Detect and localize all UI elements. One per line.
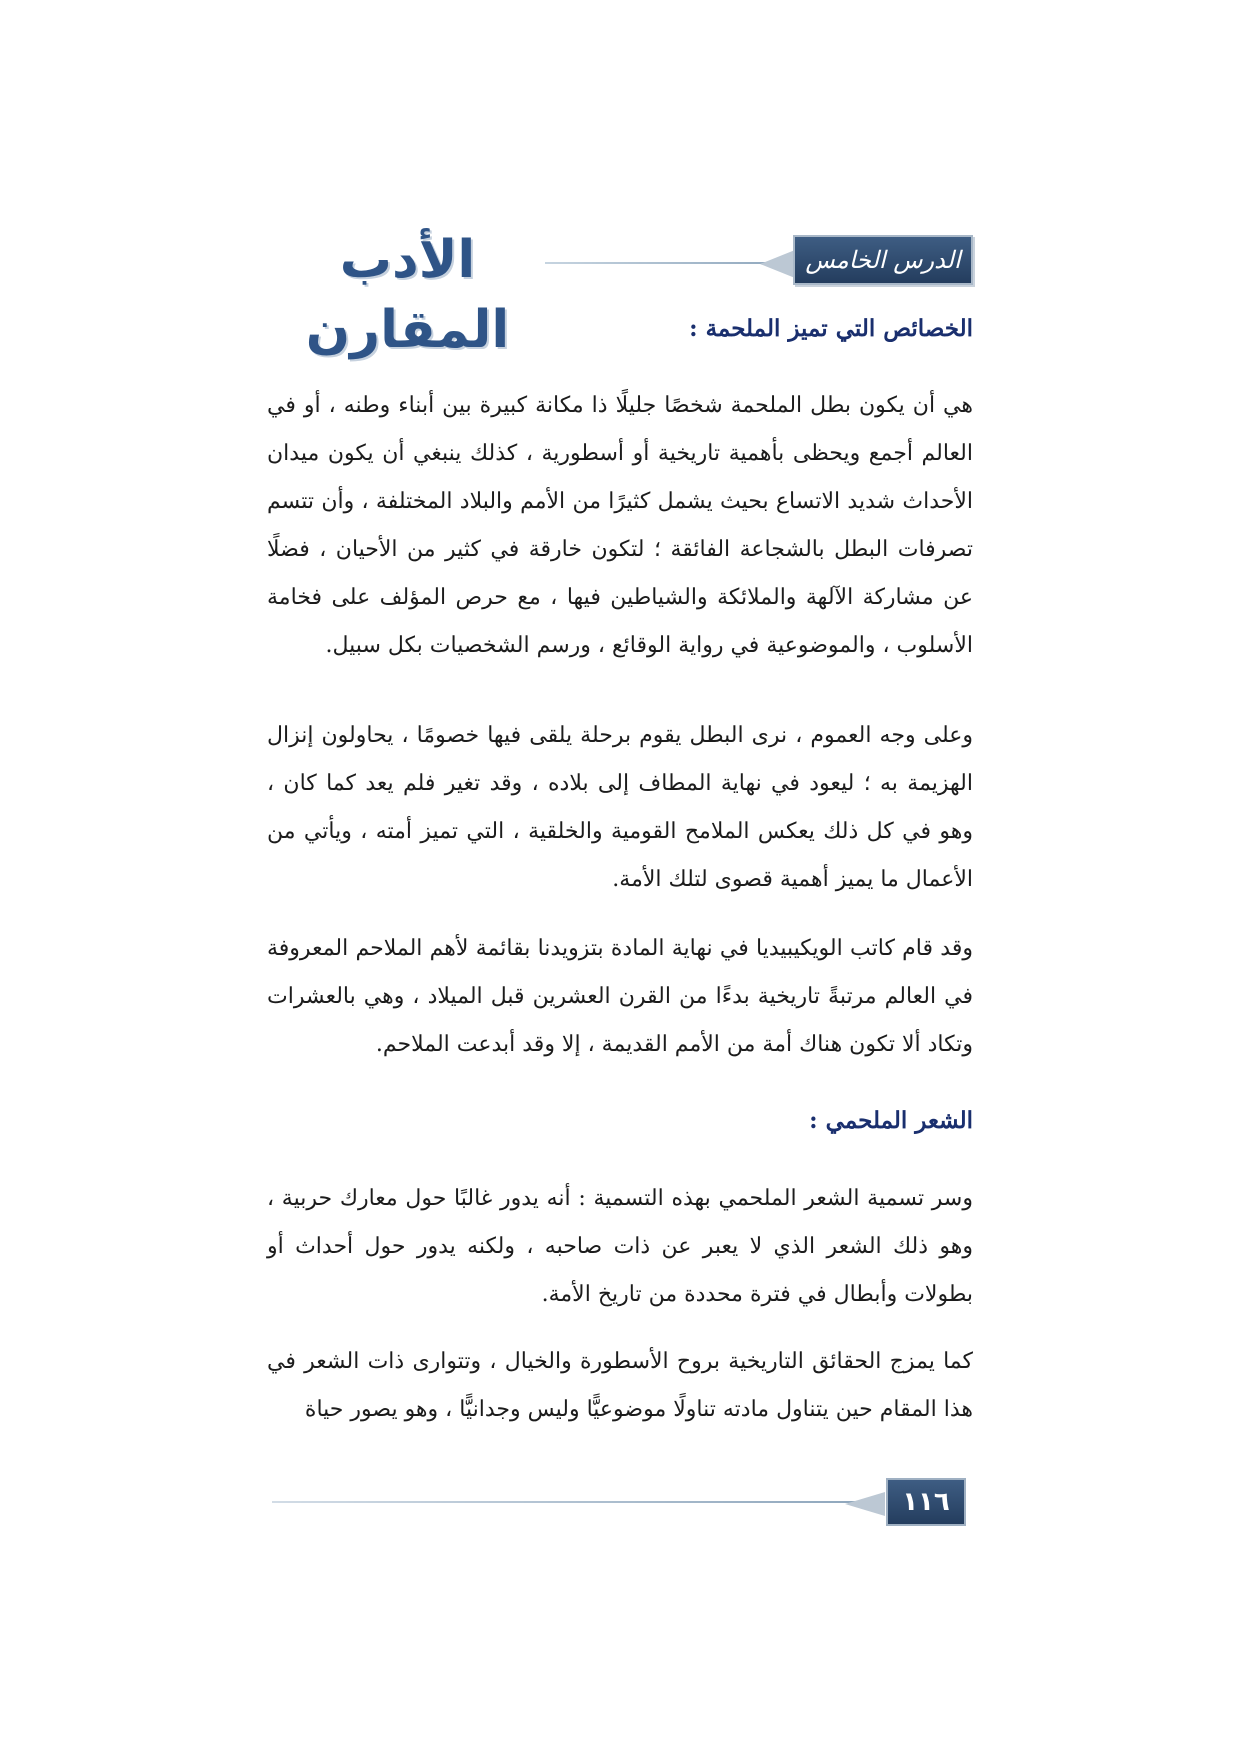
paragraph-2: وعلى وجه العموم ، نرى البطل يقوم برحلة يلقى فيها خصومًا ، يحاولون إنزال الهزيمة به ؛ ليعود في نهاية المطاف إلى بلاده ، وقد تغير فلم يعد كما كان ، وهو في كل ذلك يعكس الملامح القومية والخلقية ، التي تميز أمته ، ويأتي من الأعمال ما يميز أهمية قصوى لتلك الأمة. (267, 723, 973, 892)
footer-wedge-ornament (845, 1492, 885, 1516)
book-title: الأدب المقارن (305, 230, 510, 360)
paragraph-4: وسر تسمية الشعر الملحمي بهذه التسمية : أنه يدور غالبًا حول معارك حربية ، وهو ذلك الشعر الذي لا يعبر عن ذات صاحبه ، ولكنه يدور حول أحداث أو بطولات وأبطال في فترة محددة من تاريخ الأمة. (267, 1186, 973, 1307)
section-heading-epic-characteristics: الخصائص التي تميز الملحمة : (689, 315, 973, 342)
paragraph-5: كما يمزج الحقائق التاريخية بروح الأسطورة والخيال ، وتتوارى ذات الشعر في هذا المقام حين يتناول مادته تناولًا موضوعيًّا وليس وجدانيًّا ، وهو يصور حياة (267, 1349, 973, 1422)
lesson-label-box (793, 235, 973, 285)
lesson-label: الدرس الخامس (805, 246, 961, 274)
paragraph-3: وقد قام كاتب الويكيبيديا في نهاية المادة بتزويدنا بقائمة لأهم الملاحم المعروفة في العالم مرتبةً تاريخية بدءًا من القرن العشرين قبل الميلاد ، وهي بالعشرات وتكاد ألا تكون هناك أمة من الأمم القديمة ، إلا وقد أبدعت الملاحم. (267, 936, 973, 1057)
paragraph-1: هي أن يكون بطل الملحمة شخصًا جليلًا ذا مكانة كبيرة بين أبناء وطنه ، أو في العالم أجمع ويحظى بأهمية تاريخية أو أسطورية ، كذلك ينبغي أن يكون ميدان الأحداث شديد الاتساع بحيث يشمل كثيرًا من الأمم والبلاد المختلفة ، وأن تتسم تصرفات البطل بالشجاعة الفائقة ؛ لتكون خارقة في كثير من الأحيان ، فضلًا عن مشاركة الآلهة والملائكة والشياطين فيها ، مع حرص المؤلف على فخامة الأسلوب ، والموضوعية في رواية الوقائع ، ورسم الشخصيات بكل سبيل. (267, 393, 973, 658)
page-number-box (886, 1478, 966, 1526)
header-rule (545, 262, 790, 264)
page-number: ١١٦ (902, 1487, 950, 1517)
section-heading-epic-poetry: الشعر الملحمي : (809, 1107, 973, 1134)
footer-rule (272, 1501, 862, 1503)
